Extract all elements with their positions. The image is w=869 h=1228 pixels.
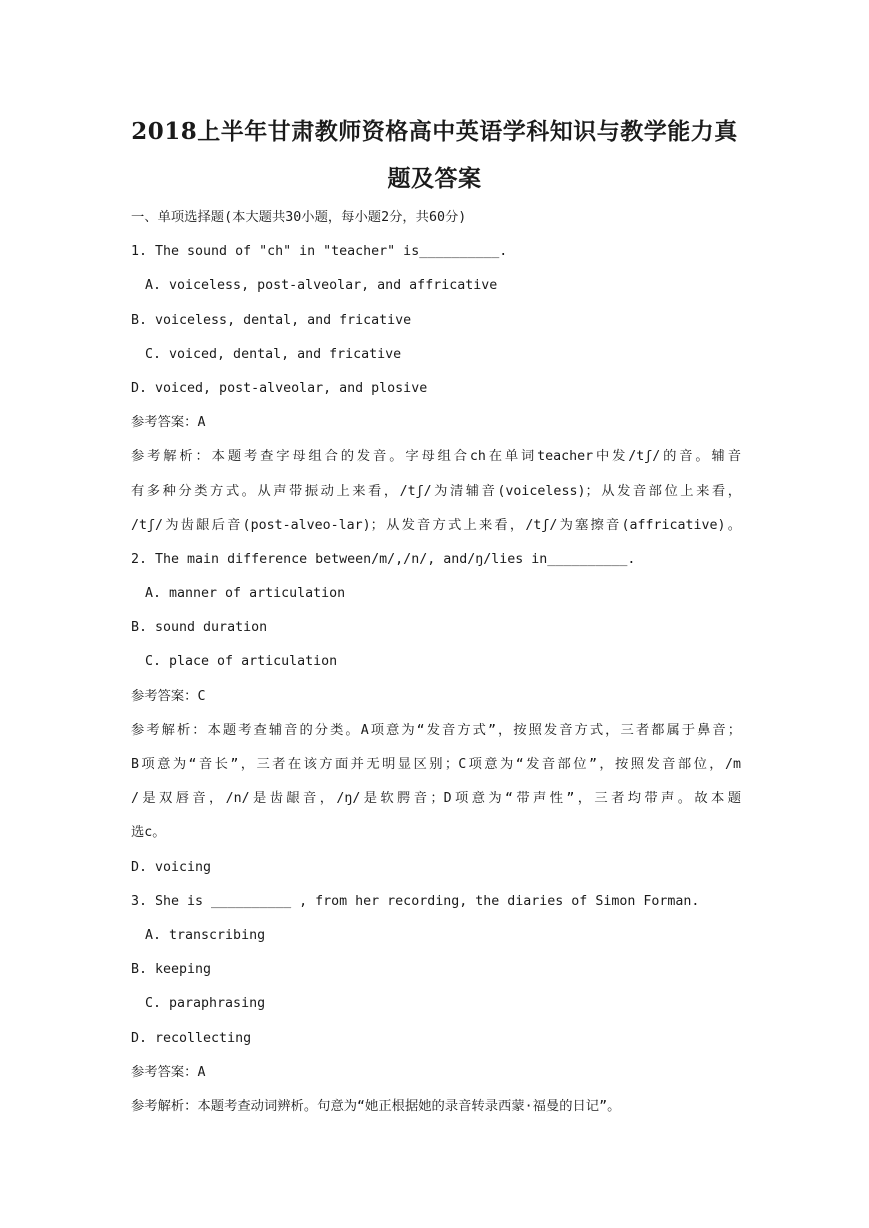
question-3-answer: 参考答案：A xyxy=(131,1064,206,1080)
document-title-line-2: 题及答案 xyxy=(387,165,482,192)
question-1-option-c: C. voiced, dental, and fricative xyxy=(145,346,402,362)
question-2-analysis-line-4: 选c。 xyxy=(131,825,166,841)
document-body xyxy=(131,201,741,1124)
question-1-analysis-line-1: 参考解析：本题考查字母组合的发音。字母组合ch在单词teacher中发/tʃ/的音。辅音 xyxy=(131,449,741,465)
question-3-option-b: B. keeping xyxy=(131,962,212,978)
question-2-analysis-line-2: B项意为“音长”，三者在该方面并无明显区别；C项意为“发音部位”，按照发音部位，/m xyxy=(131,757,741,772)
question-1-option-b: B. voiceless, dental, and fricative xyxy=(131,312,412,328)
question-3-option-a: A. transcribing xyxy=(145,927,266,943)
question-2-analysis-line-1: 参考解析：本题考查辅音的分类。A项意为“发音方式”，按照发音方式，三者都属于鼻音； xyxy=(131,722,741,738)
question-1-analysis-line-3: /tʃ/为齿龈后音(post-alveo-lar)；从发音方式上来看，/tʃ/为塞擦音(affricative)。 xyxy=(131,517,741,533)
question-3-analysis-line-1: 参考解析：本题考查动词辨析。句意为“她正根据她的录音转录西蒙·福曼的日记”。 xyxy=(131,1098,621,1114)
question-2-answer: 参考答案：C xyxy=(131,688,206,704)
question-1-option-d: D. voiced, post-alveolar, and plosive xyxy=(131,380,428,396)
question-2-option-b: B. sound duration xyxy=(131,620,268,636)
question-1-answer: 参考答案：A xyxy=(131,415,206,431)
question-2-stem: 2. The main difference between/m/,/n/, and/ŋ/lies in__________. xyxy=(131,551,636,567)
question-1-stem: 1. The sound of "ch" in "teacher" is__________. xyxy=(131,244,508,260)
question-2-option-d: D. voicing xyxy=(131,859,212,875)
question-2-analysis-line-3: /是双唇音，/n/是齿龈音，/ŋ/是软腭音；D项意为“带声性”，三者均带声。故本题 xyxy=(131,791,741,807)
question-3-option-c: C. paraphrasing xyxy=(145,996,266,1012)
question-1-option-a: A. voiceless, post-alveolar, and affricative xyxy=(145,278,498,294)
question-2-option-c: C. place of articulation xyxy=(145,654,338,670)
document-title-line-1: 2018上半年甘肃教师资格高中英语学科知识与教学能力真 xyxy=(131,118,738,145)
question-3-stem: 3. She is __________ , from her recording, the diaries of Simon Forman. xyxy=(131,893,700,909)
question-1-analysis-line-2: 有多种分类方式。从声带振动上来看，/tʃ/为清辅音(voiceless)；从发音部位上来看， xyxy=(131,483,741,499)
question-3-option-d: D. recollecting xyxy=(131,1030,252,1046)
section-heading: 一、单项选择题(本大题共30小题，每小题2分，共60分) xyxy=(131,210,467,225)
question-2-option-a: A. manner of articulation xyxy=(145,586,346,602)
